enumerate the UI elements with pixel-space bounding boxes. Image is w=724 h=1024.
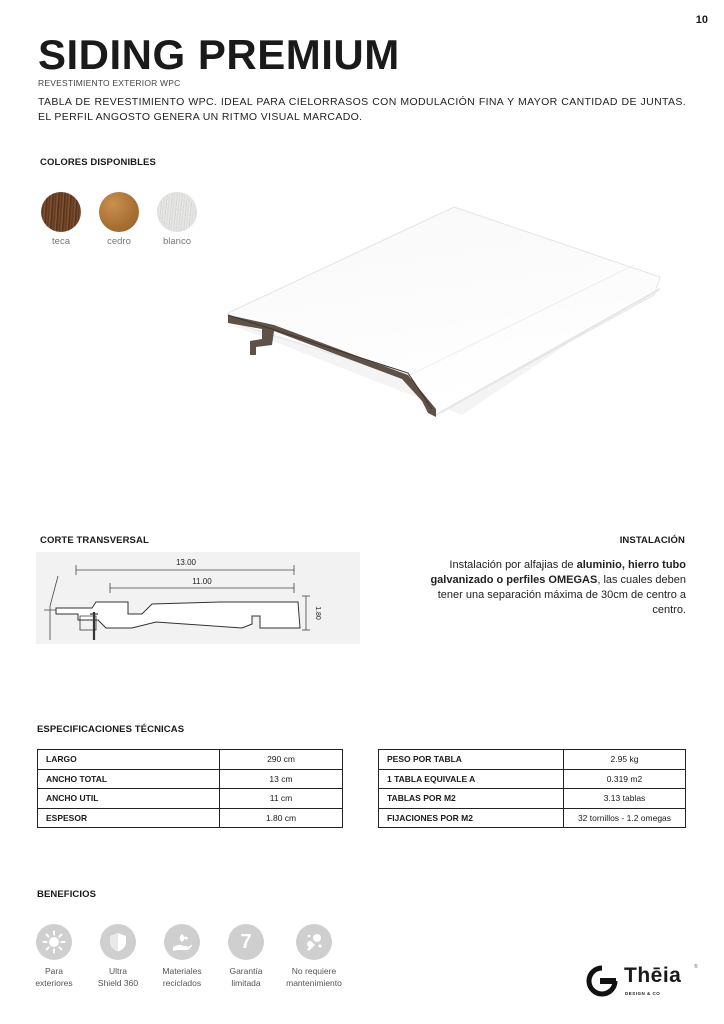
swatch-cedro[interactable] [99, 192, 139, 247]
spec-value: 13 cm [220, 769, 343, 789]
benefit-label: exteriores [35, 977, 73, 988]
table-row [38, 808, 343, 828]
spec-value: 32 tornillos - 1.2 omegas [564, 808, 686, 828]
table-row [379, 808, 686, 828]
spec-key: ESPESOR [38, 808, 220, 828]
benefit-mantenimiento [274, 924, 354, 989]
swatch-label: teca [52, 236, 70, 247]
clean-icon [296, 924, 332, 960]
swatch-teca[interactable] [41, 192, 81, 247]
spec-key: TABLAS POR M2 [379, 789, 564, 809]
specs-table-right [378, 749, 686, 828]
colors-heading: COLORES DISPONIBLES [40, 157, 156, 168]
benefits-heading: BENEFICIOS [37, 889, 97, 900]
benefit-label: No requiere [291, 966, 337, 976]
benefit-label: mantenimiento [286, 977, 342, 988]
swatch-label: cedro [107, 236, 131, 247]
theia-logo-icon [586, 965, 618, 997]
benefit-label: Materiales [162, 966, 202, 976]
seven-icon [228, 924, 264, 960]
benefit-label: Shield 360 [97, 977, 139, 988]
benefit-label: Garantía [229, 966, 263, 976]
dim-total-label: 13.00 [175, 558, 197, 567]
spec-key: FIJACIONES POR M2 [379, 808, 564, 828]
table-row [38, 789, 343, 809]
logo-tagline: DESIGN & CO [625, 991, 661, 996]
installation-text-1: Instalación por alfajias de [449, 559, 577, 571]
table-row [379, 769, 686, 789]
spec-value: 3.13 tablas [564, 789, 686, 809]
spec-key: PESO POR TABLA [379, 750, 564, 770]
table-row [379, 750, 686, 770]
page-number: 10 [695, 14, 708, 26]
dim-util-label: 11.00 [192, 577, 212, 586]
swatch-blanco[interactable] [157, 192, 197, 247]
sun-icon [36, 924, 72, 960]
cross-section-heading: CORTE TRANSVERSAL [40, 535, 149, 546]
spec-value: 290 cm [220, 750, 343, 770]
swatch-blanco-circle [157, 192, 197, 232]
recycle-hand-icon [164, 924, 200, 960]
swatch-label: blanco [163, 236, 191, 247]
product-description: TABLA DE REVESTIMIENTO WPC. IDEAL PARA CIELORRASOS CON MODULACIÓN FINA Y MAYOR CANTIDAD DE JUNTAS. EL PERFIL ANGOSTO GENERA UN RITMO VISUAL MARCADO. [38, 96, 686, 123]
spec-key: ANCHO UTIL [38, 789, 220, 809]
cross-section-drawing [36, 552, 360, 644]
page-title: SIDING PREMIUM [38, 31, 400, 78]
spec-key: LARGO [38, 750, 220, 770]
benefit-label: reciclados [162, 977, 202, 988]
spec-value: 1.80 cm [220, 808, 343, 828]
spec-value: 11 cm [220, 789, 343, 809]
shield-icon [100, 924, 136, 960]
spec-key: ANCHO TOTAL [38, 769, 220, 789]
specs-heading: ESPECIFICACIONES TÉCNICAS [37, 724, 185, 735]
table-row [379, 789, 686, 809]
installation-heading: INSTALACIÓN [619, 535, 685, 546]
spec-key: 1 TABLA EQUIVALE A [379, 769, 564, 789]
swatch-teca-circle [41, 192, 81, 232]
logo-registered: ® [694, 964, 698, 970]
spec-value: 2.95 kg [564, 750, 686, 770]
page-subtitle: REVESTIMIENTO EXTERIOR WPC [38, 78, 181, 88]
installation-text-bold: aluminio, hierro tubo galvanizado o perfiles OMEGAS [430, 559, 686, 586]
table-row [38, 750, 343, 770]
logo-name: Thēia [624, 964, 682, 987]
benefit-label: limitada [231, 977, 261, 988]
installation-text [418, 558, 686, 618]
warranty-number: 7 [240, 930, 252, 953]
product-render [222, 205, 674, 430]
spec-value: 0.319 m2 [564, 769, 686, 789]
table-row [38, 769, 343, 789]
dim-thickness-label: 1.80 [314, 606, 321, 620]
benefit-label: Para [45, 966, 63, 976]
swatch-cedro-circle [99, 192, 139, 232]
specs-table-left [37, 749, 343, 828]
benefit-label: Ultra [109, 966, 127, 976]
installation-text-2: , las cuales deben tener una separación máxima de 30cm de centro a centro. [437, 574, 686, 616]
